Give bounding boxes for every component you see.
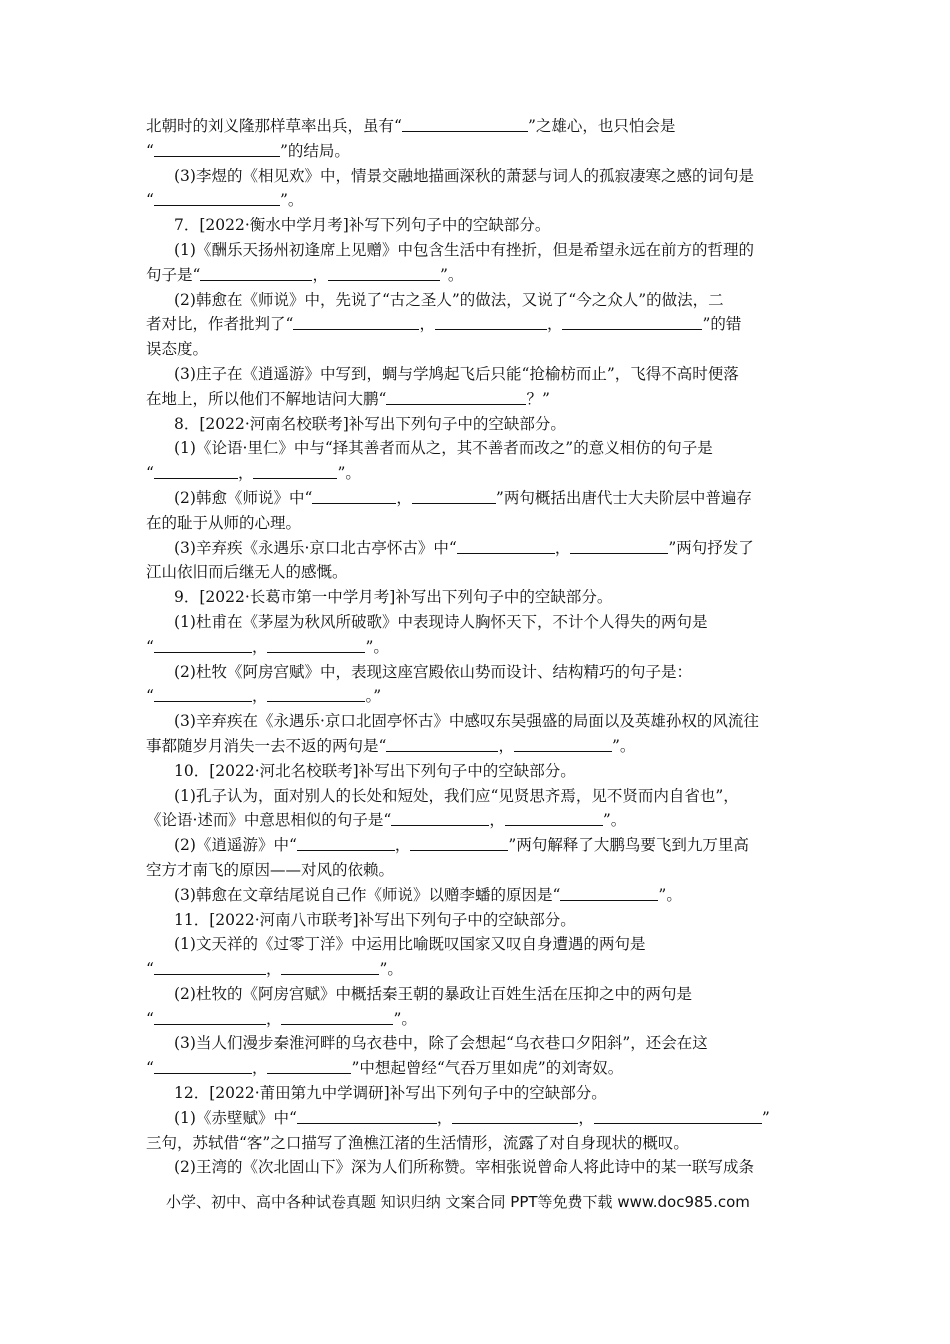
answer-blank[interactable] xyxy=(514,735,612,752)
text-segment: (1)《赤壁赋》中“ xyxy=(174,1108,297,1127)
text-segment: ， xyxy=(436,1108,453,1127)
answer-blank[interactable] xyxy=(297,834,395,851)
text-segment: ”。 xyxy=(393,1009,417,1028)
text-line xyxy=(146,337,806,362)
text-line xyxy=(146,560,806,585)
answer-blank[interactable] xyxy=(312,487,396,504)
text-segment: 者对比，作者批判了“ xyxy=(146,315,294,334)
text-line xyxy=(146,263,806,288)
text-segment: (2)《逍遥游》中“ xyxy=(174,836,297,855)
text-line xyxy=(146,908,806,933)
text-line xyxy=(146,1031,806,1056)
text-segment: ， xyxy=(251,687,268,706)
text-segment: (2)韩愈《师说》中“ xyxy=(174,488,313,507)
answer-blank[interactable] xyxy=(253,462,337,479)
answer-blank[interactable] xyxy=(560,884,658,901)
text-segment: (3)辛弃疾《永遇乐·京口北古亭怀古》中“ xyxy=(174,538,457,557)
footer-banner: 小学、初中、高中各种试卷真题 知识归纳 文案合同 PPT等免费下载 www.doc985.com xyxy=(166,1193,750,1211)
text-segment: 空方才南飞的原因——对风的依赖。 xyxy=(146,860,395,879)
text-segment: ”中想起曾经“气吞万里如虎”的刘寄奴。 xyxy=(351,1059,624,1078)
text-segment: ， xyxy=(546,315,563,334)
answer-blank[interactable] xyxy=(154,462,238,479)
answer-blank[interactable] xyxy=(293,313,419,330)
text-line xyxy=(146,387,806,412)
answer-blank[interactable] xyxy=(154,189,280,206)
text-segment: ”的结局。 xyxy=(279,141,350,160)
answer-blank[interactable] xyxy=(281,1008,393,1025)
text-segment: ， xyxy=(265,1009,282,1028)
text-line xyxy=(146,164,806,189)
text-segment: “ xyxy=(146,960,154,979)
text-line xyxy=(146,362,806,387)
text-line xyxy=(146,610,806,635)
text-line xyxy=(146,139,806,164)
text-segment: 7．[2022·衡水中学月考]补写下列句子中的空缺部分。 xyxy=(174,216,551,235)
text-line xyxy=(146,585,806,610)
text-line xyxy=(146,1056,806,1081)
text-segment: 12．[2022·莆田第九中学调研]补写出下列句子中的空缺部分。 xyxy=(174,1084,607,1103)
text-segment: ”。 xyxy=(279,191,304,210)
text-segment: ”两句概括出唐代士大夫阶层中普遍存 xyxy=(495,488,752,507)
text-line xyxy=(146,883,806,908)
answer-blank[interactable] xyxy=(410,834,508,851)
text-segment: ”。 xyxy=(365,637,389,656)
text-segment: (3)当人们漫步秦淮河畔的乌衣巷中，除了会想起“乌衣巷口夕阳斜”，还会在这 xyxy=(174,1034,708,1053)
text-segment: ”两句解释了大鹏鸟要飞到九万里高 xyxy=(508,836,749,855)
text-segment: “ xyxy=(146,191,154,210)
answer-blank[interactable] xyxy=(281,958,379,975)
text-segment: 江山依旧而后继无人的感慨。 xyxy=(146,563,348,582)
text-segment: ” xyxy=(761,1108,770,1127)
text-segment: ”两句抒发了 xyxy=(668,538,754,557)
answer-blank[interactable] xyxy=(412,487,496,504)
text-segment: (2)韩愈在《师说》中，先说了“古之圣人”的做法，又说了“今之众人”的做法，二 xyxy=(174,290,724,309)
text-segment: ， xyxy=(265,960,282,979)
text-segment: ， xyxy=(251,1059,268,1078)
text-segment: ”。 xyxy=(611,736,636,755)
text-segment: 。” xyxy=(365,687,382,706)
text-segment: 北朝时的刘义隆那样草率出兵，虽有“ xyxy=(146,117,402,135)
text-segment: ， xyxy=(396,488,412,507)
text-segment: 10．[2022·河北名校联考]补写出下列句子中的空缺部分。 xyxy=(174,761,576,780)
text-segment: (3)辛弃疾在《永遇乐·京口北固亭怀古》中感叹东吴强盛的局面以及英雄孙权的风流往 xyxy=(174,712,759,731)
answer-blank[interactable] xyxy=(267,636,365,653)
text-segment: 9．[2022·长葛市第一中学月考]补写出下列句子中的空缺部分。 xyxy=(174,588,613,607)
text-segment: ”。 xyxy=(439,265,464,284)
answer-blank[interactable] xyxy=(452,1107,578,1124)
text-segment: 8．[2022·河南名校联考]补写出下列句子中的空缺部分。 xyxy=(174,414,566,433)
text-segment: (2)王湾的《次北固山下》深为人们所称赞。宰相张说曾命人将此诗中的某一联写成条 xyxy=(174,1158,754,1177)
text-segment: ， xyxy=(498,736,514,755)
text-segment: 在的耻于从师的心理。 xyxy=(146,513,302,532)
text-segment: “ xyxy=(146,1009,154,1028)
answer-blank[interactable] xyxy=(297,1107,437,1124)
text-line xyxy=(146,412,806,437)
text-segment: 误态度。 xyxy=(146,340,209,359)
text-segment: ”之雄心，也只怕会是 xyxy=(527,117,676,135)
text-line xyxy=(146,1131,806,1156)
text-line xyxy=(146,312,806,337)
answer-blank[interactable] xyxy=(154,1008,266,1025)
text-line xyxy=(146,213,806,238)
text-line xyxy=(146,288,806,313)
text-line xyxy=(146,486,806,511)
text-segment: (1)《酬乐天扬州初逢席上见赠》中包含生活中有挫折，但是希望永远在前方的哲理的 xyxy=(174,240,754,259)
answer-blank[interactable] xyxy=(391,809,489,826)
text-line xyxy=(146,759,806,784)
answer-blank[interactable] xyxy=(570,537,668,554)
answer-blank[interactable] xyxy=(505,809,603,826)
text-segment: ， xyxy=(578,1108,594,1127)
answer-blank[interactable] xyxy=(435,313,547,330)
text-segment: (3)李煜的《相见欢》中，情景交融地描画深秋的萧瑟与词人的孤寂凄寒之感的词句是 xyxy=(174,166,754,185)
answer-blank[interactable] xyxy=(154,140,280,157)
answer-blank[interactable] xyxy=(386,388,526,405)
answer-blank[interactable] xyxy=(562,313,702,330)
text-line xyxy=(146,957,806,982)
answer-blank[interactable] xyxy=(267,1057,351,1074)
text-line xyxy=(146,1081,806,1106)
text-segment: (3)庄子在《逍遥游》中写到，蜩与学鸠起飞后只能“抢榆枋而止”，飞得不高时便落 xyxy=(174,364,739,383)
text-line xyxy=(146,1155,806,1180)
answer-blank[interactable] xyxy=(200,264,312,281)
text-line xyxy=(146,982,806,1007)
text-line xyxy=(146,858,806,883)
text-line xyxy=(146,808,806,833)
answer-blank[interactable] xyxy=(154,1057,252,1074)
text-segment: ， xyxy=(312,265,328,284)
text-line xyxy=(146,709,806,734)
answer-blank[interactable] xyxy=(328,264,440,281)
answer-blank[interactable] xyxy=(457,537,555,554)
text-segment: (1)《论语·里仁》中与“择其善者而从之，其不善者而改之”的意义相仿的句子是 xyxy=(174,439,713,458)
text-line xyxy=(146,784,806,809)
text-segment: 句子是“ xyxy=(146,265,201,284)
text-line xyxy=(146,684,806,709)
text-segment: 《论语·述而》中意思相似的句子是“ xyxy=(146,811,392,830)
text-segment: “ xyxy=(146,464,154,483)
text-line xyxy=(146,1007,806,1032)
text-segment: ”的错 xyxy=(702,315,742,334)
text-segment: (1)孔子认为，面对别人的长处和短处，我们应“见贤思齐焉，见不贤而内自省也”， xyxy=(174,786,739,805)
answer-blank[interactable] xyxy=(154,685,252,702)
text-line xyxy=(146,238,806,263)
text-segment: ， xyxy=(554,538,571,557)
text-segment: ， xyxy=(419,315,435,334)
text-segment: (2)杜牧《阿房宫赋》中，表现这座宫殿依山势而设计、结构精巧的句子是： xyxy=(174,662,692,681)
text-segment: 在地上，所以他们不解地诘问大鹏“ xyxy=(146,389,387,408)
text-segment: “ xyxy=(146,637,154,656)
text-segment: ， xyxy=(251,637,268,656)
answer-blank[interactable] xyxy=(386,735,498,752)
text-segment: “ xyxy=(146,687,154,706)
text-line xyxy=(146,833,806,858)
text-segment: ”。 xyxy=(379,960,403,979)
text-segment: 11．[2022·河南八市联考]补写出下列句子中的空缺部分。 xyxy=(174,910,576,929)
answer-blank[interactable] xyxy=(594,1107,762,1124)
text-segment: (3)韩愈在文章结尾说自己作《师说》以赠李蟠的原因是“ xyxy=(174,885,561,904)
text-line xyxy=(146,1106,806,1131)
text-line xyxy=(146,734,806,759)
question-text xyxy=(146,114,806,1180)
answer-blank[interactable] xyxy=(154,636,252,653)
text-line xyxy=(146,188,806,213)
text-segment: “ xyxy=(146,1059,154,1078)
text-segment: ”。 xyxy=(602,811,627,830)
text-line xyxy=(146,511,806,536)
text-segment: ， xyxy=(237,464,254,483)
text-segment: 三句，苏轼借“客”之口描写了渔樵江渚的生活情形，流露了对自身现状的概叹。 xyxy=(146,1133,689,1152)
text-line xyxy=(146,635,806,660)
answer-blank[interactable] xyxy=(154,958,266,975)
text-segment: ， xyxy=(394,836,411,855)
text-line xyxy=(146,461,806,486)
text-segment: ？” xyxy=(526,389,550,408)
text-line xyxy=(146,660,806,685)
text-line xyxy=(146,536,806,561)
text-segment: ， xyxy=(489,811,505,830)
answer-blank[interactable] xyxy=(267,685,365,702)
text-segment: 事都随岁月消失一去不返的两句是“ xyxy=(146,736,387,755)
text-line xyxy=(146,114,806,139)
text-segment: ”。 xyxy=(337,464,361,483)
text-segment: (2)杜牧的《阿房宫赋》中概括秦王朝的暴政让百姓生活在压抑之中的两句是 xyxy=(174,984,692,1003)
text-segment: ”。 xyxy=(658,885,682,904)
text-segment: (1)杜甫在《茅屋为秋风所破歌》中表现诗人胸怀天下，不计个人得失的两句是 xyxy=(174,612,708,631)
text-segment: (1)文天祥的《过零丁洋》中运用比喻既叹国家又叹自身遭遇的两句是 xyxy=(174,935,646,954)
text-segment: “ xyxy=(146,141,154,160)
text-line xyxy=(146,436,806,461)
text-line xyxy=(146,932,806,957)
answer-blank[interactable] xyxy=(402,115,528,132)
